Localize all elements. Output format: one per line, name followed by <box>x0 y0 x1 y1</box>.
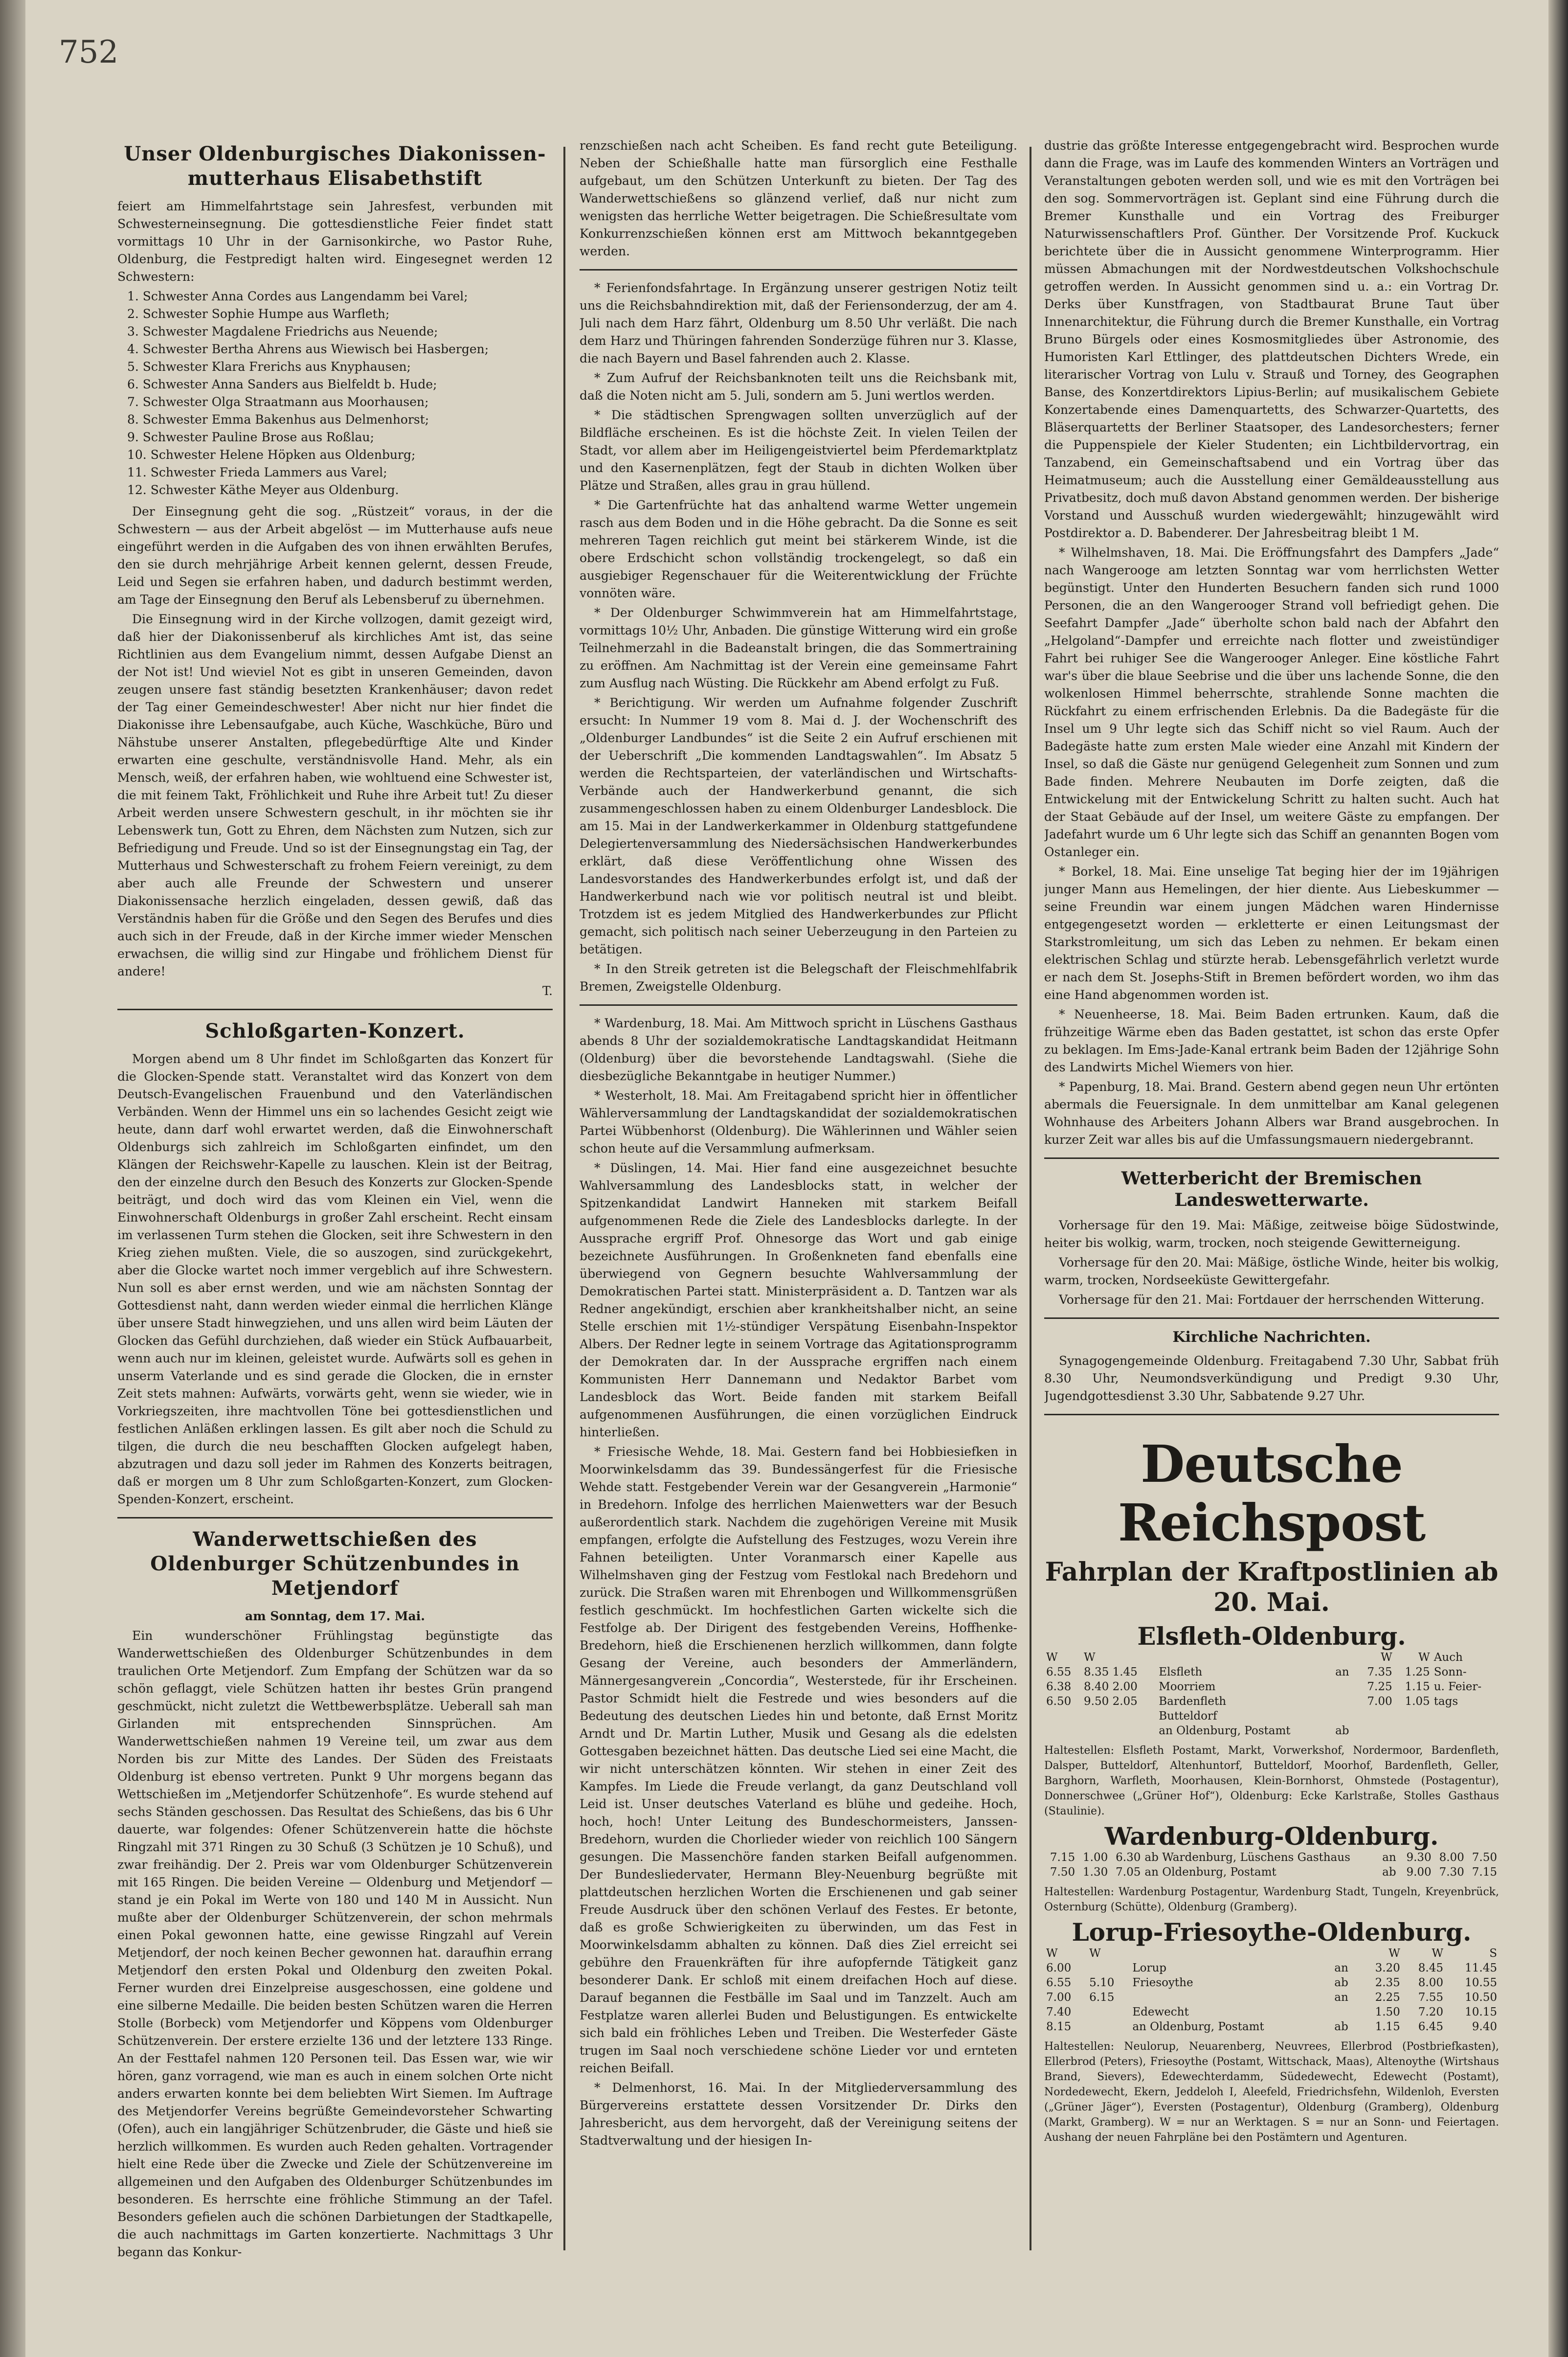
table-cell <box>1432 1723 1499 1738</box>
table-cell: Lorup <box>1132 1962 1166 1974</box>
list-item: 2. Schwester Sophie Humpe aus Warfleth; <box>127 307 390 321</box>
table-cell: 1.50 <box>1375 2006 1400 2018</box>
table-cell: an Oldenburg, Postamt <box>1132 2020 1264 2033</box>
route-title-lorup: Lorup-Friesoythe-Oldenburg. <box>1072 1918 1472 1947</box>
table-cell: 7.25 <box>1367 1680 1392 1693</box>
list-item: 9. Schwester Pauline Brose aus Roßlau; <box>127 430 375 444</box>
table-cell: 8.00 <box>1418 1976 1443 1989</box>
table-cell <box>1394 1723 1432 1738</box>
table-cell: Moorriem <box>1159 1680 1216 1693</box>
table-cell: ab <box>1382 1866 1396 1879</box>
table-cell: 10.55 <box>1465 1976 1497 1989</box>
table-cell: 6.15 <box>1089 1991 1115 2004</box>
table-cell: 9.40 <box>1472 2020 1497 2033</box>
table-cell <box>1044 1709 1082 1723</box>
table-row <box>1044 2019 1499 2034</box>
table-cell: Bardenfleth <box>1159 1695 1227 1708</box>
table-cell: W <box>1089 1947 1101 1960</box>
article-continuation: renzschießen nach acht Scheiben. Es fand recht gute Beteiligung. Neben der Schießhalle hatte man fürsorglich eine Festhalle aufgebaut, um den Schützen Unterkunft zu bieten. Der Tag des Wanderwettschießens so glänzend verlief, daß nur nicht zum wenigsten das herrliche Wetter beigetragen. Die Schießresultate vom Konkurrenzschießen können erst am Mittwoch bekanntgegeben werden. <box>580 138 1017 258</box>
weather-forecast: Vorhersage für den 21. Mai: Fortdauer der herrschenden Witterung. <box>1059 1292 1484 1307</box>
table-cell: 6.00 <box>1046 1962 1072 1974</box>
article-paragraph: Die Einsegnung wird in der Kirche vollzogen, damit gezeigt wird, daß hier der Diakonissenberuf als kirchliches Amt ist, das seine Richtlinien aus dem Evangelium nimmt, dessen Aufgabe Dienst an der Not ist! Und wieviel Not es gibt in unseren Gemeinden, davon zeugen unsere fast ständig besetzten Krankenhäuser; davon redet der Tag einer Gemeindeschwester! Aber nicht nur hier findet die Diakonisse ihre Lebensaufgabe, auch Küche, Waschküche, Büro und Nähstube unserer Anstalten, pflegebedürftige Alte und Kinder erwarten eine geschulte, verständnisvolle Hand. Mehr, als ein Mensch, weiß, der erfahren haben, wie wohltuend eine Schwester ist, die mit feinem Takt, Fröhlichkeit und Ruhe ihre Arbeit tut! Zu dieser Arbeit werden unsere Schwestern geschult, in ihr möchten sie ihr Lebenswerk tun, Gott zu Ehren, dem Nächsten zum Nutzen, sich zur Befriedigung und Freude. Und so ist der Einsegnungstag ein Tag, der Mutterhaus und Schwesterschaft zu frohem Feiern vereinigt, zu dem aber auch alle Freunde der Schwestern und unserer Diakonissensache herzlich eingeladen, dessen gewiß, daß das Verständnis haben für die Größe und den Segen des Berufes und dies auch sich in der Freude, daß in der Kirche immer wieder Menschen erwachsen, die willig sind zur Hingabe und fröhlichem Dienst für andere! <box>117 612 553 978</box>
table-cell: 6.55 <box>1046 1976 1072 1989</box>
table-cell: 9.00 <box>1406 1866 1432 1879</box>
table-cell: 7.30 <box>1439 1866 1464 1879</box>
article-paragraph: Ein wunderschöner Frühlingstag begünstigte das Wanderwettschießen des Oldenburger Schützenbundes in dem traulichen Orte Metjendorf. Zum Empfang der Schützen war da so schön geflaggt, viele Schützen hatten ihr bestes Grün prangend geschmückt, nicht zuletzt die Wettbewerbsplätze. Ueberall sah man Girlanden mit entsprechenden Sinnsprüchen. Am Wanderwettschießen nahmen 19 Vereine teil, um zwar aus dem Norden bis zur Mitte des Landes. Der Süden des Freistaats Oldenburg ist ebenso vertreten. Punkt 9 Uhr morgens begann das Wettschießen im „Metjendorfer Schützenhofe“. Es wurde stehend auf sechs Ständen geschossen. Das Resultat des Schießens, das bis 6 Uhr dauerte, war folgendes: Ofener Schützenverein hatte die höchste Ringzahl mit 371 Ringen zu 30 Schuß (3 Schützen je 10 Schuß), und zwar freihändig. Der 2. Preis war vom Oldenburger Schützenverein mit 165 Ringen. Die beiden Vereine — Oldenburg und Metjendorf — stand je ein Pokal im Werte von 180 und 140 M in Aussicht. Nun mußte aber der Oldenburger Schützenverein, der schon mehrmals einen Pokal gewonnen hatte, eine gewisse Ringzahl auf Verein Metjendorf, der noch keinen Becher gewonnen hat. daraufhin errang Metjendorf den ersten Pokal und Oldenburg den zweiten Pokal. Ferner wurden drei Einzelpreise ausgeschossen, eine goldene und eine silberne Medaille. Die beiden besten Schützen waren die Herren Stolle (Borbeck) vom Metjendorfer und Köppens vom Oldenburger Schützenverein. Der erstere erzielte 136 und der letztere 133 Ringe. An der Festtafel nahmen 120 Personen teil. Das Essen war, wie wir hören, ganz vorragend, wie man es auch in einem solchen Orte nicht anders erwarten konnte bei dem beliebten Wirt Siemen. Im Auftrage des Metjendorfer Vereins begrüßte Gemeindevorsteher Schwarting (Ofen), auch ein langjähriger Schützenbruder, die Gäste und hieß sie herzlich willkommen. Es wurden auch Reden gehalten. Vortragender hielt eine Rede über die Zwecke und Ziele der Schützenvereine im allgemeinen und den Aufgaben des Oldenburger Schützenbundes im besonderen. Es herrschte eine fröhliche Stimmung an der Tafel. Besonders gefielen auch die schönen Darbietungen der Stadtkapelle, die auch nachmittags im Garten konzertierte. Nachmittags 3 Uhr begann das Konkur- <box>117 1629 553 2259</box>
table-cell: ab <box>1334 1976 1348 1989</box>
column-2 <box>580 137 1017 2299</box>
table-cell: 10.50 <box>1465 1991 1497 2004</box>
table-cell: u. Feier- <box>1434 1680 1482 1693</box>
section-divider <box>1044 1414 1499 1415</box>
table-cell <box>1087 1961 1130 1975</box>
table-cell <box>1394 1709 1432 1723</box>
table-cell <box>1333 1694 1357 1709</box>
news-item: * Delmenhorst, 16. Mai. In der Mitgliederversammlung des Bürgervereins erstattete dessen Vorsitzender Dr. Dirks den Jahresbericht, aus dem hervorgeht, daß der Vereinigung seitens der Stadtverwaltung und der hiesigen In- <box>580 2081 1017 2148</box>
table-cell <box>1157 1650 1333 1665</box>
list-item: 4. Schwester Bertha Ahrens aus Wiewisch bei Hasbergen; <box>127 342 489 356</box>
table-row <box>1044 1865 1499 1880</box>
table-cell: 7.00 <box>1046 1991 1072 2004</box>
list-item: 7. Schwester Olga Straatmann aus Moorhausen; <box>127 395 429 409</box>
table-cell: 7.20 <box>1418 2006 1443 2018</box>
table-cell <box>1082 1709 1157 1723</box>
table-cell: 7.15 <box>1050 1851 1075 1864</box>
article-title-wanderwettschiessen: Wanderwettschießen des Oldenburger Schützenbundes in Metjendorf <box>150 1528 520 1600</box>
table-cell: 9.30 <box>1406 1851 1432 1864</box>
news-item: * Friesische Wehde, 18. Mai. Gestern fand bei Hobbiesiefken in Moorwinkelsdamm das 39. Bundessängerfest für die Friesische Wehde statt. Festgebender Verein war der Gesangverein „Harmonie“ in Bredehorn. Infolge des herrlichen Maienwetters war der Besuch außerordentlich stark. Nachdem die zugehörigen Vereine mit Musik empfangen, erfolgte die Aufstellung des Festzuges, wozu Verein ihre Fahnen beteiligten. Unter Voranmarsch einer Kapelle aus Wilhelmshaven ging der Festzug vom Festlokal nach Bredehorn und zurück. Die Straßen waren mit Ehrenbogen und Willkommensgrüßen festlich geschmückt. Im hochfestlichen Garten wickelte sich die Festfolge ab. Der Dirigent des festgebenden Vereins, Hoffhenke-Bredehorn, hieß die Erschienenen herzlich willkommen, dann folgte Gesang der Vereine, auch besonders der Ammerländern, Männergesangverein „Concordia“, Westerstede, für ihr Erscheinen. Pastor Schmidt hielt die Festrede und wies besonders auf die Bedeutung des deutschen Liedes hin und betonte, daß Ernst Moritz Arndt und Dr. Martin Luther, Musik und Gesang als die edelsten Gottesgaben bezeichnet hätten. Das deutsche Lied sei eine Macht, die wir nicht unterschätzen könnten. Wir stehen in einer Zeit des Kampfes. Im Liede die Freude verlangt, da ganz Deutschland voll Leid ist. Unser deutsches Vaterland es blühe und gedeihe. Hoch, hoch, hoch! Unter Leitung des Bundeschormeisters, Janssen-Bredehorn, wurden die Chorlieder wieder von reichlich 100 Sängern gesungen. Die Massenchöre fanden starken Beifall aufgenommen. Der Bundesliedervater, Hermann Bley-Neuenburg begrüßte mit plattdeutschen herzlichen Worten die Erschienenen und gab seiner Freude Ausdruck über den schönen Verlauf des Festes. Er betonte, daß es große Schwierigkeiten zu überwinden, um das Fest in Moorwinkelsdamm abhalten zu können. Daß dies Ziel erreicht sei gebühre den Frauenkräften für ihre aufopfernde Tätigkeit ganz besonderer Dank. Er schloß mit einem dreifachen Hoch auf diese. Darauf begannen die Festbälle im Saal und im Tanzzelt. Auch am Festplatze waren allerlei Buden und Belustigungen. Es entwickelte sich bald ein fröhliches Leben und Treiben. Die Westerfeder Gäste trugen im Saal noch verschiedene schöne Lieder vor und ernteten reichen Beifall. <box>580 1445 1017 2075</box>
table-cell: W <box>1381 1651 1392 1664</box>
timetable-elsfleth <box>1044 1650 1499 1738</box>
table-cell: W <box>1084 1651 1096 1664</box>
church-news-title: Kirchliche Nachrichten. <box>1172 1329 1371 1346</box>
table-cell: 2.35 <box>1375 1976 1400 1989</box>
table-cell: an <box>1382 1851 1396 1864</box>
table-cell: Auch <box>1434 1651 1463 1664</box>
list-item: 5. Schwester Klara Frerichs aus Knyphausen; <box>127 360 411 374</box>
table-cell <box>1333 1709 1357 1723</box>
weather-report-title: Wetterbericht der Bremischen Landeswetterwarte. <box>1121 1168 1422 1210</box>
page-right-edge <box>1548 0 1568 2357</box>
column-3 <box>1044 137 1499 2299</box>
list-item: 6. Schwester Anna Sanders aus Bielfeldt b. Hude; <box>127 377 437 391</box>
table-cell: 10.15 <box>1465 2006 1497 2018</box>
table-cell <box>1044 1723 1082 1738</box>
column-1 <box>117 137 553 2299</box>
table-cell: ab <box>1334 2020 1348 2033</box>
table-cell: 8.45 <box>1418 1962 1443 1974</box>
timetable-lorup <box>1044 1946 1499 2034</box>
page-binding-edge <box>0 0 25 2357</box>
news-item: * Die Gartenfrüchte hat das anhaltend warme Wetter ungemein rasch aus dem Boden und in die Höhe gebracht. Da die Sonne es seit mehreren Tagen reichlich gut meint bei stärkerem Winde, ist die obere Erdschicht schon vollständig trockengelegt, so daß ein ausgiebiger Regenschauer für die Weiterentwicklung der Früchte vonnöten wäre. <box>580 498 1017 600</box>
table-cell: 7.55 <box>1418 1991 1443 2004</box>
news-item: * Wilhelmshaven, 18. Mai. Die Eröffnungsfahrt des Dampfers „Jade“ nach Wangerooge am letzten Sonntag war vom herrlichsten Wetter begünstigt. Unter den Hunderten Besuchern fanden sich rund 1000 Personen, die an den Wangerooger Strand voll befriedigt gehen. Die Seefahrt Dampfer „Jade“ überholte schon bald nach der Abfahrt den „Helgoland“-Dampfer und erreichte nach flotter und zweistündiger Fahrt bei ruhiger See die Wangerooger Anleger. Eine köstliche Fahrt war's über die blaue Seebrise und die über uns lachende Sonne, die den wolkenlosen Himmel beherrschte, strahlende Sonne machten die Rückfahrt zu einem erfrischenden Erlebnis. Da die Badegäste für die Insel um 9 Uhr legte sich das Schiff nicht so viel Raum. Auch der Badegäste hatte zum ersten Male wieder eine Anzahl mit Kindern der Insel, so daß die Gäste nur genügend Gelegenheit zum Sonnen und zum Bade finden. Mehrere Neubauten im Dorfe zeigten, daß die Entwickelung mit der Entwickelung Schritt zu halten sucht. Auch hat der Staat Gebäude auf der Insel, um weitere Gäste zu empfangen. Der Jadefahrt wurde um 6 Uhr legte sich das Schiff an genannten Bogen vom Ostanleger ein. <box>1044 545 1499 859</box>
table-cell: W <box>1389 1947 1400 1960</box>
table-cell <box>1333 1650 1357 1665</box>
table-cell <box>1087 2005 1130 2019</box>
article-title-diakonissen: Unser Oldenburgisches Diakonissen-mutterhaus Elisabethstift <box>124 142 546 190</box>
table-cell: 7.50 <box>1050 1866 1075 1879</box>
table-row <box>1044 1975 1499 1990</box>
news-item: * Der Oldenburger Schwimmverein hat am Himmelfahrtstage, vormittags 10½ Uhr, Anbaden. Die günstige Witterung wird ein große Teilnehmerzahl in die Badeanstalt bringen, die das Sommertraining zu eröffnen. Am Nachmittag ist der Verein eine gemeinsame Fahrt zum Ausflug nach Wüsting. Die Rückkehr am Abend erfolgt zu Fuß. <box>580 606 1017 690</box>
list-item: 11. Schwester Frieda Lammers aus Varel; <box>127 465 387 479</box>
table-cell: 1.25 <box>1405 1666 1430 1678</box>
news-item: * Neuenheerse, 18. Mai. Beim Baden ertrunken. Kaum, daß die frühzeitige Wärme eben das Baden gestattet, ist schon das erste Opfer zu beklagen. Im Ems-Jade-Kanal ertrank beim Baden der 12jährige Sohn des Landwirts Michel Wiemers von hier. <box>1044 1007 1499 1074</box>
table-cell: 1.05 <box>1405 1695 1430 1708</box>
route-stops-wardenburg: Haltestellen: Wardenburg Postagentur, Wardenburg Stadt, Tungeln, Kreyenbrück, Osternburg (Schütte), Oldenburg (Gramberg). <box>1044 1886 1499 1913</box>
table-cell: 1.30 <box>1083 1866 1108 1879</box>
table-cell: 1.00 <box>1083 1851 1108 1864</box>
table-row <box>1044 1961 1499 1975</box>
news-item: * Westerholt, 18. Mai. Am Freitagabend spricht hier in öffentlicher Wählerversammlung der Landtagskandidat der sozialdemokratischen Partei Wübbenhorst (Oldenburg). Die Wählerinnen und Wähler seien schon heute auf die Versammlung aufmerksam. <box>580 1088 1017 1156</box>
table-cell: Edewecht <box>1132 2006 1189 2018</box>
table-cell: an <box>1334 1991 1348 2004</box>
news-item: * Wardenburg, 18. Mai. Am Mittwoch spricht in Lüschens Gasthaus abends 8 Uhr der sozialdemokratische Landtagskandidat Heitmann (Oldenburg) über die bevorstehende Landtagswahl. (Siehe die diesbezügliche Bekanntgabe in heutiger Nummer.) <box>580 1016 1017 1083</box>
table-row <box>1044 1946 1499 1961</box>
table-cell <box>1130 1946 1332 1961</box>
list-item: 12. Schwester Käthe Meyer aus Oldenburg. <box>127 483 399 497</box>
table-cell: an <box>1335 1666 1349 1678</box>
table-cell: 8.40 2.00 <box>1084 1680 1138 1693</box>
table-cell: W <box>1432 1947 1443 1960</box>
section-divider <box>1044 1317 1499 1319</box>
table-cell <box>1332 1946 1359 1961</box>
table-cell: tags <box>1434 1695 1458 1708</box>
table-cell: 7.35 <box>1367 1666 1392 1678</box>
list-item: 3. Schwester Magdalene Friedrichs aus Neuende; <box>127 324 438 339</box>
news-item: * Düslingen, 14. Mai. Hier fand eine ausgezeichnet besuchte Wahlversammlung des Landesblocks statt, in welcher der Spitzenkandidat Landwirt Hanneken mit starkem Beifall aufgenommenen Rede die Ziele des Landesblocks darlegte. In der Aussprache ergriff Prof. Ohnesorge das Wort und gab einige bezeichnete Ausführungen. In Großenkneten fand ebenfalls eine überwiegend von Gegnern besuchte Wahlversammlung der Demokratischen Partei statt. Ministerpräsident a. D. Tantzen war als Redner angekündigt, erschien aber krankheitshalber nicht, an seine Stelle erschien mit 1½-stündiger Verspätung Eisenbahn-Inspektor Albers. Der Redner legte in seinem Vortrage das Agitationsprogramm der Demokraten dar. In der Aussprache ergriffen nach einem Kommunisten Herr Dannemann und Nedaktor Barbet vom Landesblock das Wort. Beide fanden mit starkem Beifall aufgenommenen Ausführungen, die einen vorzüglichen Eindruck hinterließen. <box>580 1161 1017 1439</box>
news-item: * Ferienfondsfahrtage. In Ergänzung unserer gestrigen Notiz teilt uns die Reichsbahndirektion mit, daß der Feriensonderzug, der am 4. Juli nach dem Harz fährt, Oldenburg um 8.50 Uhr verläßt. Die nach dem Harz und Thüringen fahrenden Sonderzüge führen nur 3. Klasse, die nach Bayern und Basel fahrenden auch 2. Klasse. <box>580 281 1017 365</box>
table-row <box>1044 1650 1499 1665</box>
table-row <box>1044 1723 1499 1738</box>
table-cell: 7.50 <box>1472 1851 1497 1864</box>
article-signature: T. <box>542 984 553 998</box>
timetable-wardenburg <box>1044 1850 1499 1880</box>
table-cell: 7.15 <box>1472 1866 1497 1879</box>
table-row <box>1044 1850 1499 1865</box>
table-row <box>1044 1665 1499 1679</box>
news-item: * Berichtigung. Wir werden um Aufnahme folgender Zuschrift ersucht: In Nummer 19 vom 8. Mai d. J. der Wochenschrift des „Oldenburger Landbundes“ ist die Seite 2 ein Aufruf erschienen mit der Ueberschrift „Die kommenden Landtagswahlen“. Im Absatz 5 werden die Rechtsparteien, der vaterländischen und Wirtschafts-Verbände auch der Handwerkerbund genannt, die sich zusammengeschlossen haben zu einem Oldenburger Landesblock. Die am 15. Mai in der Landwerkerkammer in Oldenburg stattgefundene Delegiertenversammlung des Niedersächsischen Handwerkerbundes erklärt, daß diese Veröffentlichung ohne Wissen des Landesvorstandes des Handwerkerbundes erfolgt ist, und daß der Handwerkerbund nach wie vor politisch neutral ist und bleibt. Trotzdem ist es jedem Mitglied des Handwerkerbundes zur Pflicht gemacht, sich politisch nach seiner Ueberzeugung in den Parteien zu betätigen. <box>580 696 1017 956</box>
table-cell <box>1333 1679 1357 1694</box>
table-cell: ab <box>1335 1724 1349 1737</box>
table-cell: 7.00 <box>1367 1695 1392 1708</box>
column-rule-2 <box>1030 147 1031 2250</box>
page-number: 752 <box>59 34 119 70</box>
table-cell: an Oldenburg, Postamt <box>1159 1724 1291 1737</box>
news-item: * Die städtischen Sprengwagen sollten unverzüglich auf der Bildfläche erscheinen. Es ist die höchste Zeit. In vielen Teilen der Stadt, vor allem aber im Heiligengeistviertel beim Pferdemarktplatz und den Kasernenplätzen, fegt der Staub in dichten Wolken über Plätze und Straßen, alles grau in grau hüllend. <box>580 408 1017 493</box>
list-item: 10. Schwester Helene Höpken aus Oldenburg; <box>127 448 416 462</box>
table-cell: 6.45 <box>1418 2020 1443 2033</box>
reichspost-title: Deutsche Reichspost <box>1118 1434 1426 1553</box>
table-cell: 6.50 <box>1046 1695 1072 1708</box>
table-cell: Elsfleth <box>1159 1666 1203 1678</box>
table-cell: S <box>1489 1947 1497 1960</box>
article-subtitle: am Sonntag, dem 17. Mai. <box>245 1609 425 1623</box>
news-item: * Borkel, 18. Mai. Eine unselige Tat beging hier der im 19jährigen junger Mann aus Hemelingen, der hier diente. Aus Liebeskummer — seine Freundin war einem jungen Mädchen waren Hindernisse entgegengesetzt worden — erkletterte er einen Leitungsmast der Starkstromleitung, um sich das Leben zu nehmen. Er bekam einen elektrischen Schlag und stürzte herab. Lebensgefährlich verletzt wurde er nach dem St. Josephs-Stift in Bremen befördert worden, wo ihm das eine Hand abgenommen worden ist. <box>1044 864 1499 1002</box>
table-cell: 7.40 <box>1046 2006 1072 2018</box>
table-cell <box>1357 1723 1394 1738</box>
table-cell: 6.55 <box>1046 1666 1072 1678</box>
route-title-elsfleth: Elsfleth-Oldenburg. <box>1137 1622 1406 1651</box>
news-item: * Zum Aufruf der Reichsbanknoten teilt uns die Reichsbank mit, daß die Noten nicht am 5. Juli, sondern am 5. Juni wertlos werden. <box>580 371 1017 403</box>
church-news-text: Synagogengemeinde Oldenburg. Freitagabend 7.30 Uhr, Sabbat früh 8.30 Uhr, Neumondsverkündigung und Predigt 9.30 Uhr, Jugendgottesdienst 3.30 Uhr, Sabbatende 9.27 Uhr. <box>1044 1354 1499 1403</box>
table-cell: 8.15 <box>1046 2020 1072 2033</box>
table-cell: Friesoythe <box>1132 1976 1193 1989</box>
table-cell: 3.20 <box>1375 1962 1400 1974</box>
table-cell: 1.15 <box>1375 2020 1400 2033</box>
list-item: 1. Schwester Anna Cordes aus Langendamm bei Varel; <box>127 289 468 303</box>
news-item: * Papenburg, 18. Mai. Brand. Gestern abend gegen neun Uhr ertönten abermals die Feuersignale. In dem unmittelbar am Kanal gelegenen Wohnhause des Arbeiters Johann Albers war Brand ausgebrochen. In kurzer Zeit war alles bis auf die Umfassungsmauern niedergebrannt. <box>1044 1080 1499 1147</box>
table-row <box>1044 2005 1499 2019</box>
table-cell <box>1357 1709 1394 1723</box>
table-cell: W <box>1046 1947 1058 1960</box>
route-stops-elsfleth: Haltestellen: Elsfleth Postamt, Markt, Vorwerkshof, Nordermoor, Bardenfleth, Dalsper, Butteldorf, Altenhuntorf, Butteldorf, Moorhof, Bardenfleth, Geller, Barghorn, Warfleth, Moorhausen, Klein-Bornhorst, Ohmstede (Postagentur), Donnerschwee („Grüner Hof“), Oldenburg: Ecke Karlstraße, Stolles Gasthaus (Staulinie). <box>1044 1745 1499 1817</box>
table-cell: 9.50 2.05 <box>1084 1695 1138 1708</box>
table-cell: 8.35 1.45 <box>1084 1666 1138 1678</box>
table-cell: 1.15 <box>1405 1680 1430 1693</box>
table-cell: an Oldenburg, Postamt <box>1144 1866 1277 1879</box>
table-row <box>1044 1990 1499 2005</box>
table-cell: 6.38 <box>1046 1680 1072 1693</box>
section-divider <box>117 1517 553 1518</box>
table-cell: Butteldorf <box>1159 1710 1217 1722</box>
table-cell: ab Wardenburg, Lüschens Gasthaus <box>1144 1851 1350 1864</box>
table-cell: W <box>1418 1651 1430 1664</box>
sister-list <box>127 288 553 499</box>
table-cell <box>1332 2005 1359 2019</box>
table-cell: 8.00 <box>1439 1851 1464 1864</box>
table-row <box>1044 1694 1499 1709</box>
news-item: * In den Streik getreten ist die Belegschaft der Fleischmehlfabrik Bremen, Zweigstelle Oldenburg. <box>580 962 1017 994</box>
article-title-schlossgarten: Schloßgarten-Konzert. <box>205 1020 465 1043</box>
article-paragraph: Der Einsegnung geht die sog. „Rüstzeit“ voraus, in der die Schwestern — aus der Arbeit abgelöst — im Mutterhause aufs neue eingeführt werden in die Aufgaben des von ihnen erwählten Berufes, den sie durch mehrjährige Arbeit kennen gelernt, dessen Freude, Leid und Segen sie erfahren haben, und dadurch bestimmt werden, am Tage der Einsegnung den Beruf als Lebensberuf zu übernehmen. <box>117 504 553 607</box>
table-cell: 2.25 <box>1375 1991 1400 2004</box>
list-item: 8. Schwester Emma Bakenhus aus Delmenhorst; <box>127 412 429 427</box>
article-continuation: dustrie das größte Interesse entgegengebracht wird. Besprochen wurde dann die Frage, was im Laufe des kommenden Winters an Vorträgen und Veranstaltungen geboten werden soll, und wie es mit den Vorträgen bei den sog. Sommervorträgen ist. Geplant sind eine Führung durch die Bremer Kunsthalle und ein Vortrag des Freiburger Naturwissenschaftlers Prof. Günther. Der Vorsitzende Prof. Kuckuck berichtete über die in Aussicht genommene Winterprogramm. Hier müssen Abmachungen mit der Nordwestdeutschen Volkshochschule getroffen werden. In Aussicht genommen sind u. a.: ein Vortrag Dr. Derks über Kunstfragen, von Stadtbaurat Brune Taut über Innenarchitektur, die Führung durch die Bremer Kunsthalle, ein Vortrag Bruno Bürgels oder eines Kosmosmitgliedes über Astronomie, des Humoristen Karl Ettlinger, des plattdeutschen Dichters Wrede, ein literarischer Vortrag von Lulu v. Strauß und Torney, des Geographen Banse, des Konzertdirektors Lipius-Berlin; auf musikalischem Gebiete Konzertabende eines Damenquartetts, des Schwarzer-Quartetts, des Bläserquartetts der Berliner Staatsoper, des Landesorchesters; ferner die Puppenspiele der Kieler Studenten; ein Lichtbildervortrag, ein Tanzabend, ein Gemeinschaftsabend und ein Vortrag über das Heimatmuseum; auch die Ausstellung einer Gemäldeausstellung aus Privatbesitz, doch muß davon Abstand genommen werden. Der bisherige Vorstand und Ausschuß wurden wiedergewählt; hinzugewählt wird Postdirektor a. D. Babenderer. Der Jahresbeitrag bleibt 1 M. <box>1044 138 1499 540</box>
table-cell: an <box>1334 1962 1348 1974</box>
table-cell: Sonn- <box>1434 1666 1467 1678</box>
table-cell: 11.45 <box>1465 1962 1497 1974</box>
table-cell: 6.30 <box>1116 1851 1141 1864</box>
section-divider <box>117 1009 553 1010</box>
article-intro-diakonissen: feiert am Himmelfahrtstage sein Jahresfest, verbunden mit Schwesterneinsegnung. Die gottesdienstliche Feier findet statt vormittags 10 Uhr in der Garnisonkirche, wo Pastor Ruhe, Oldenburg, die Festpredigt halten wird. Eingesegnet werden 12 Schwestern: <box>117 199 553 284</box>
table-row <box>1044 1679 1499 1694</box>
table-cell <box>1130 1990 1332 2005</box>
section-divider <box>580 1004 1017 1006</box>
column-rule-1 <box>563 147 565 2250</box>
section-divider <box>580 269 1017 271</box>
table-row <box>1044 1709 1499 1723</box>
weather-forecast: Vorhersage für den 20. Mai: Mäßige, östliche Winde, heiter bis wolkig, warm, trocken, Nordseeküste Gewittergefahr. <box>1044 1255 1499 1287</box>
table-cell <box>1087 2019 1130 2034</box>
route-stops-lorup: Haltestellen: Neulorup, Neuarenberg, Neuvrees, Ellerbrod (Postbriefkasten), Ellerbrod (Peters), Friesoythe (Postamt, Wittschack, Maas), Altenoythe (Wirtshaus Brand, Sievers), Edewechterdamm, Südedewecht, Edewecht (Postamt), Nordedewecht, Ekern, Jeddeloh I, Aleefeld, Friedrichsfehn, Wildenloh, Eversten („Grüner Jäger“), Eversten (Postagentur), Oldenburg (Gramberg), Oldenburg (Markt, Gramberg). W = nur an Werktagen. S = nur an Sonn- und Feiertagen. Aushang der neuen Fahrpläne bei den Postämtern und Agenturen. <box>1044 2040 1499 2144</box>
table-cell: 7.05 <box>1116 1866 1141 1879</box>
route-title-wardenburg: Wardenburg-Oldenburg. <box>1104 1822 1439 1851</box>
reichspost-subtitle: Fahrplan der Kraftpostlinien ab 20. Mai. <box>1045 1557 1499 1617</box>
section-divider <box>1044 1157 1499 1159</box>
weather-forecast: Vorhersage für den 19. Mai: Mäßige, zeitweise böige Südostwinde, heiter bis wolkig, warm, trocken, noch steigende Gewitterneigung. <box>1044 1218 1499 1250</box>
article-paragraph: Morgen abend um 8 Uhr findet im Schloßgarten das Konzert für die Glocken-Spende statt. Veranstaltet wird das Konzert von dem Deutsch-Evangelischen Frauenbund und den Vaterländischen Verbänden. Wenn der Himmel uns ein so lachendes Gesicht zeigt wie heute, dann darf wohl erwartet werden, daß die Einwohnerschaft Oldenburgs sich zahlreich im Schloßgarten einfindet, um den Klängen der Reichswehr-Kapelle zu lauschen. Klein ist der Beitrag, den der einzelne durch den Besuch des Konzerts zur Glocken-Spende beiträgt, und doch wird das vom Kleinen ein Viel, wenn die Einwohnerschaft Oldenburgs in großer Zahl erscheint. Recht einsam im verlassenen Turm stehen die Glocken, seit ihre Schwestern in den Krieg ziehen mußten. Viele, die so auszogen, sind zurückgekehrt, aber die Glocke wartet noch immer vergeblich auf ihre Schwestern. Nun soll es aber ernst werden, und wie am nächsten Sonntag der Gottesdienst naht, dann werden wieder einmal die herrlichen Klänge über unsere Stadt hinwegziehen, und uns allen wird beim Läuten der Glocken das Gefühl durchziehen, daß wieder ein Stück Aufbauarbeit, wenn auch nur im kleinen, geleistet wurde. Aufwärts soll es gehen in unserm Vaterlande und es sind gerade die Glocken, die in ernster Zeit stets mahnen: Aufwärts, vorwärts geht, wenn sie wieder, wie in Vorkriegszeiten, ihre machtvollen Töne bei gottesdienstlichen und festlichen Anläßen erklingen lassen. Es gilt aber noch die Schuld zu tilgen, die durch die neu beschafften Glocken aufgelegt haben, abzutragen und dazu soll jeder im Rahmen des Konzerts beitragen, daß er morgen um 8 Uhr zum Schloßgarten-Konzert, zum Glocken-Spenden-Konzert, erscheint. <box>117 1052 553 1506</box>
table-cell <box>1082 1723 1157 1738</box>
table-cell: 5.10 <box>1089 1976 1115 1989</box>
table-cell <box>1432 1709 1499 1723</box>
table-cell: W <box>1046 1651 1058 1664</box>
